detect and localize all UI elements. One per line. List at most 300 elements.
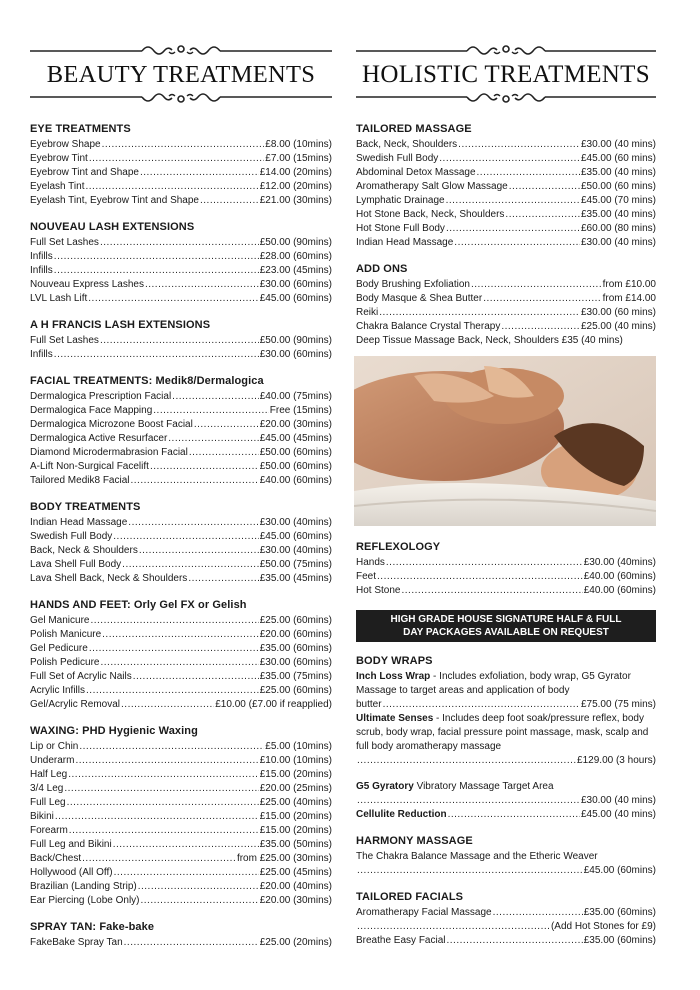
inch-loss-price: £75.00 (75 mins) xyxy=(580,699,656,710)
treatment-price: £40.00 (60mins) xyxy=(583,571,656,582)
leader-dots xyxy=(505,208,580,222)
price-row xyxy=(356,180,656,194)
treatment-price: £25.00 (45mins) xyxy=(259,867,332,878)
treatment-price: £10.00 (10mins) xyxy=(259,755,332,766)
treatment-price: £40.00 (60mins) xyxy=(259,475,332,486)
leader-dots xyxy=(67,796,259,810)
treatment-price: £30.00 (40 mins) xyxy=(580,139,656,150)
price-row xyxy=(30,866,332,880)
treatment-name: Lava Shell Back, Neck & Shoulders xyxy=(30,573,188,584)
treatment-name: Aromatherapy Salt Glow Massage xyxy=(356,181,508,192)
treatment-name: Hot Stone Back, Neck, Shoulders xyxy=(356,209,505,220)
treatment-price: £35.00 (50mins) xyxy=(259,839,332,850)
treatment-price: £25.00 (20mins) xyxy=(259,937,332,948)
price-row xyxy=(356,208,656,222)
cellulite-price: £45.00 (40 mins) xyxy=(580,809,656,820)
leader-dots xyxy=(100,236,259,250)
price-row xyxy=(30,432,332,446)
section-title: A H FRANCIS LASH EXTENSIONS xyxy=(30,319,211,331)
treatment-name: Gel Manicure xyxy=(30,615,90,626)
leader-dots xyxy=(54,264,259,278)
treatment-price: £5.00 (10mins) xyxy=(265,741,332,752)
treatment-name: Hot Stone Full Body xyxy=(356,223,445,234)
treatment-price: £7.00 (15mins) xyxy=(265,153,332,164)
price-row xyxy=(356,152,656,166)
leader-dots xyxy=(454,236,580,250)
treatment-name: Ear Piercing (Lobe Only) xyxy=(30,895,140,906)
beauty-section xyxy=(30,220,332,306)
inch-loss-desc xyxy=(356,670,656,698)
treatment-price: £30.00 (40mins) xyxy=(583,557,656,568)
treatment-name: Eyelash Tint xyxy=(30,181,85,192)
section-title: TAILORED FACIALS xyxy=(356,891,464,903)
leader-dots xyxy=(379,306,580,320)
leader-dots xyxy=(138,880,259,894)
treatment-name: Hollywood (All Off) xyxy=(30,867,113,878)
leader-dots xyxy=(100,334,259,348)
price-row xyxy=(356,138,656,152)
treatment-price: from £25.00 (30mins) xyxy=(236,853,332,864)
price-row xyxy=(30,138,332,152)
beauty-sections xyxy=(30,122,332,950)
flourish-bottom-icon xyxy=(356,90,656,108)
leader-dots xyxy=(477,166,580,180)
treatment-name: Reiki xyxy=(356,307,379,318)
leader-dots xyxy=(122,558,259,572)
holistic-sections xyxy=(356,122,656,948)
price-row xyxy=(30,194,332,208)
price-row xyxy=(30,152,332,166)
treatment-price: £45.00 (60 mins) xyxy=(580,153,656,164)
treatment-price: £12.00 (20mins) xyxy=(259,181,332,192)
treatment-name: Eyelash Tint, Eyebrow Tint and Shape xyxy=(30,195,199,206)
treatment-name: 3/4 Leg xyxy=(30,783,64,794)
leader-dots xyxy=(89,642,259,656)
g5-price: £30.00 (40 mins) xyxy=(580,795,656,806)
price-row xyxy=(30,180,332,194)
section-title: WAXING: PHD Hygienic Waxing xyxy=(30,725,198,737)
inch-loss-title: Inch Loss Wrap xyxy=(356,671,431,682)
treatment-price: £50.00 (60mins) xyxy=(259,461,332,472)
price-row xyxy=(356,292,656,306)
massage-photo xyxy=(354,356,656,526)
price-row xyxy=(30,404,332,418)
leader-dots xyxy=(401,584,582,598)
treatment-price: £21.00 (30mins) xyxy=(259,195,332,206)
price-row xyxy=(30,740,332,754)
beauty-section xyxy=(30,374,332,488)
leader-dots xyxy=(102,138,265,152)
treatment-name: Brazilian (Landing Strip) xyxy=(30,881,137,892)
banner-line-1: HIGH GRADE HOUSE SIGNATURE HALF & FULL xyxy=(390,614,622,625)
treatment-price: £20.00 (30mins) xyxy=(259,419,332,430)
section-title: HANDS AND FEET: Orly Gel FX or Gelish xyxy=(30,599,247,611)
treatment-name: Acrylic Infills xyxy=(30,685,86,696)
section-title: HARMONY MASSAGE xyxy=(356,835,473,847)
price-row xyxy=(30,768,332,782)
leader-dots xyxy=(133,670,259,684)
treatment-name: Eyebrow Tint xyxy=(30,153,88,164)
treatment-name: Full Set Lashes xyxy=(30,237,99,248)
holistic-title: HOLISTIC TREATMENTS xyxy=(362,61,650,88)
treatment-price: £30.00 (60mins) xyxy=(259,279,332,290)
section-title: EYE TREATMENTS xyxy=(30,123,131,135)
treatment-name: Feet xyxy=(356,571,377,582)
treatment-price: £15.00 (20mins) xyxy=(259,811,332,822)
treatment-price: £10.00 (£7.00 if reapplied) xyxy=(215,699,332,710)
treatment-price: from £10.00 xyxy=(602,279,656,290)
price-row xyxy=(356,808,656,822)
leader-dots xyxy=(458,138,580,152)
treatment-price: £35.00 (40 mins) xyxy=(580,167,656,178)
price-row xyxy=(30,558,332,572)
price-row xyxy=(30,264,332,278)
price-row xyxy=(356,320,656,334)
price-row xyxy=(30,656,332,670)
treatment-name: Lava Shell Full Body xyxy=(30,559,122,570)
leader-dots xyxy=(471,278,602,292)
beauty-section xyxy=(30,122,332,208)
leader-dots xyxy=(194,418,259,432)
leader-dots xyxy=(68,768,258,782)
add-ons-section xyxy=(356,262,656,348)
treatment-name: Gel/Acrylic Removal xyxy=(30,699,121,710)
treatment-price: £30.00 (60mins) xyxy=(259,657,332,668)
treatment-price: £45.00 (45mins) xyxy=(259,433,332,444)
price-row xyxy=(30,348,332,362)
treatment-name: Dermalogica Prescription Facial xyxy=(30,391,172,402)
price-row xyxy=(356,334,656,348)
treatment-name: Indian Head Massage xyxy=(30,517,128,528)
inch-loss-last: butter xyxy=(356,699,382,710)
leader-dots xyxy=(86,684,259,698)
section-title: BODY TREATMENTS xyxy=(30,501,141,513)
treatment-name: Infills xyxy=(30,349,53,360)
treatment-price: £50.00 (90mins) xyxy=(259,335,332,346)
treatment-name: Full Leg xyxy=(30,797,66,808)
leader-dots xyxy=(141,894,259,908)
treatment-price: £25.00 (40 mins) xyxy=(580,321,656,332)
price-row xyxy=(30,418,332,432)
price-row xyxy=(356,906,656,920)
treatment-price: £8.00 (10mins) xyxy=(265,139,332,150)
harmony-desc: The Chakra Balance Massage and the Etheric Weaver xyxy=(356,851,598,862)
price-row xyxy=(30,166,332,180)
treatment-name: Underarm xyxy=(30,755,75,766)
treatment-name: Infills xyxy=(30,265,53,276)
g5-title: G5 Gyratory xyxy=(356,781,414,792)
price-row xyxy=(30,460,332,474)
treatment-name: Abdominal Detox Massage xyxy=(356,167,476,178)
price-row xyxy=(30,390,332,404)
treatment-name: Lymphatic Drainage xyxy=(356,195,445,206)
treatment-name: Chakra Balance Crystal Therapy xyxy=(356,321,501,332)
leader-dots xyxy=(189,446,259,460)
treatment-name: Lip or Chin xyxy=(30,741,79,752)
leader-dots xyxy=(102,628,259,642)
leader-dots xyxy=(200,194,259,208)
treatment-price: £23.00 (45mins) xyxy=(259,265,332,276)
ultimate-senses-price: £129.00 (3 hours) xyxy=(577,755,656,766)
treatment-price: £30.00 (40 mins) xyxy=(580,237,656,248)
leader-dots xyxy=(139,544,259,558)
treatment-price: £50.00 (75mins) xyxy=(259,559,332,570)
treatment-price: £45.00 (60mins) xyxy=(259,531,332,542)
leader-dots xyxy=(114,866,259,880)
g5-section xyxy=(356,780,656,822)
price-row xyxy=(30,628,332,642)
g5-text: Vibratory Massage Target Area xyxy=(413,781,554,792)
treatment-price: £35.00 (40 mins) xyxy=(580,209,656,220)
price-row xyxy=(356,236,656,250)
leader-dots xyxy=(85,180,258,194)
beauty-section xyxy=(30,318,332,362)
facial-price: £35.00 (60mins) xyxy=(583,935,656,946)
price-row xyxy=(356,570,656,584)
treatment-price: £45.00 (70 mins) xyxy=(580,195,656,206)
treatment-name: Body Brushing Exfoliation xyxy=(356,279,470,290)
price-row xyxy=(30,894,332,908)
packages-banner xyxy=(356,610,656,642)
price-row xyxy=(30,250,332,264)
treatment-name: Full Leg and Bikini xyxy=(30,839,112,850)
leader-dots xyxy=(54,348,259,362)
treatment-name: Diamond Microdermabrasion Facial xyxy=(30,447,188,458)
leader-dots xyxy=(188,572,258,586)
cellulite-title: Cellulite Reduction xyxy=(356,809,447,820)
price-row xyxy=(30,796,332,810)
leader-dots xyxy=(150,460,259,474)
treatment-name: Back, Neck & Shoulders xyxy=(30,545,138,556)
treatment-price: £50.00 (90mins) xyxy=(259,237,332,248)
price-row xyxy=(30,670,332,684)
treatment-name: FakeBake Spray Tan xyxy=(30,937,123,948)
treatment-name: Polish Manicure xyxy=(30,629,102,640)
price-row xyxy=(356,934,656,948)
leader-dots xyxy=(88,292,258,306)
leader-dots xyxy=(446,222,580,236)
price-row xyxy=(356,698,656,712)
section-title: SPRAY TAN: Fake-bake xyxy=(30,921,155,933)
leader-dots xyxy=(79,740,264,754)
price-row xyxy=(356,194,656,208)
treatment-price: £50.00 (60 mins) xyxy=(580,181,656,192)
price-row xyxy=(30,824,332,838)
treatment-price: from £14.00 xyxy=(602,293,656,304)
price-row xyxy=(30,572,332,586)
treatment-price: £30.00 (40mins) xyxy=(259,517,332,528)
price-row xyxy=(30,446,332,460)
price-row xyxy=(356,306,656,320)
harmony-section xyxy=(356,834,656,878)
treatment-name: Dermalogica Active Resurfacer xyxy=(30,433,168,444)
section-title: FACIAL TREATMENTS: Medik8/Dermalogica xyxy=(30,375,264,387)
treatment-price: £50.00 (60mins) xyxy=(259,447,332,458)
price-row xyxy=(356,754,656,768)
treatment-price: £35.00 (60mins) xyxy=(259,643,332,654)
price-row xyxy=(356,584,656,598)
treatment-price: Free (15mins) xyxy=(269,405,332,416)
treatment-price: £20.00 (25mins) xyxy=(259,783,332,794)
price-row xyxy=(30,936,332,950)
treatment-price: £30.00 (40mins) xyxy=(259,545,332,556)
price-row xyxy=(30,516,332,530)
treatment-name: Dermalogica Microzone Boost Facial xyxy=(30,419,193,430)
leader-dots xyxy=(501,320,580,334)
treatment-price: £35.00 (45mins) xyxy=(259,573,332,584)
leader-dots xyxy=(64,782,258,796)
leader-dots xyxy=(140,166,259,180)
price-row xyxy=(356,166,656,180)
treatment-price: £15.00 (20mins) xyxy=(259,769,332,780)
price-row xyxy=(30,642,332,656)
leader-dots xyxy=(128,516,258,530)
leader-dots xyxy=(100,656,258,670)
treatment-name: Back/Chest xyxy=(30,853,82,864)
treatment-name: Dermalogica Face Mapping xyxy=(30,405,153,416)
treatment-name: A-Lift Non-Surgical Facelift xyxy=(30,461,149,472)
price-row xyxy=(30,810,332,824)
price-row xyxy=(30,698,332,712)
treatment-name: Infills xyxy=(30,251,53,262)
deep-tissue-line: Deep Tissue Massage Back, Neck, Shoulders £35 (40 mins) xyxy=(356,335,623,346)
treatment-name: Hands xyxy=(356,557,385,568)
treatment-price: £15.00 (20mins) xyxy=(259,825,332,836)
treatment-name: Swedish Full Body xyxy=(30,531,113,542)
ultimate-senses-title: Ultimate Senses xyxy=(356,713,434,724)
beauty-section xyxy=(30,598,332,712)
leader-dots xyxy=(75,754,258,768)
flourish-top-icon xyxy=(356,40,656,58)
treatment-price: £28.00 (60mins) xyxy=(259,251,332,262)
harmony-price: £45.00 (60mins) xyxy=(583,865,656,876)
beauty-section xyxy=(30,920,332,950)
section-title: ADD ONS xyxy=(356,263,408,275)
facial-name: Aromatherapy Facial Massage xyxy=(356,907,492,918)
leader-dots xyxy=(172,390,259,404)
leader-dots xyxy=(121,698,214,712)
treatment-price: £20.00 (30mins) xyxy=(259,895,332,906)
treatment-name: Half Leg xyxy=(30,769,68,780)
beauty-section xyxy=(30,724,332,908)
leader-dots xyxy=(153,404,268,418)
leader-dots xyxy=(89,152,264,166)
treatment-name: Gel Pedicure xyxy=(30,643,88,654)
treatment-price: £30.00 (60mins) xyxy=(259,349,332,360)
flourish-bottom-icon xyxy=(30,90,332,108)
price-row xyxy=(356,864,656,878)
leader-dots xyxy=(386,556,583,570)
treatment-name: LVL Lash Lift xyxy=(30,293,88,304)
price-row xyxy=(30,880,332,894)
leader-dots xyxy=(446,194,580,208)
treatment-name: Bikini xyxy=(30,811,54,822)
section-title: BODY WRAPS xyxy=(356,655,433,667)
treatment-price: £25.00 (40mins) xyxy=(259,797,332,808)
treatment-price: £60.00 (80 mins) xyxy=(580,223,656,234)
hot-stones-note: (Add Hot Stones for £9) xyxy=(550,921,656,932)
flourish-top-icon xyxy=(30,40,332,58)
treatment-price: £40.00 (75mins) xyxy=(259,391,332,402)
price-row xyxy=(30,614,332,628)
beauty-section xyxy=(30,500,332,586)
treatment-price: £25.00 (60mins) xyxy=(259,615,332,626)
section-title: REFLEXOLOGY xyxy=(356,541,441,553)
treatment-name: Full Set of Acrylic Nails xyxy=(30,671,132,682)
facial-price: £35.00 (60mins) xyxy=(583,907,656,918)
treatment-name: Body Masque & Shea Butter xyxy=(356,293,483,304)
leader-dots xyxy=(439,152,580,166)
treatment-name: Nouveau Express Lashes xyxy=(30,279,144,290)
treatment-name: Tailored Medik8 Facial xyxy=(30,475,130,486)
beauty-title: BEAUTY TREATMENTS xyxy=(46,61,316,88)
treatment-price: £35.00 (75mins) xyxy=(259,671,332,682)
price-row xyxy=(30,782,332,796)
price-row xyxy=(30,852,332,866)
section-title: NOUVEAU LASH EXTENSIONS xyxy=(30,221,195,233)
price-row xyxy=(30,278,332,292)
beauty-column xyxy=(30,40,332,962)
ultimate-senses-text: - Includes deep foot soak/pressure reflex, body scrub, body wrap, facial pressure point massage, mask, scalp and full body aromatherapy massage xyxy=(356,713,649,752)
leader-dots xyxy=(377,570,583,584)
leader-dots xyxy=(54,250,259,264)
price-row xyxy=(356,278,656,292)
price-row xyxy=(356,222,656,236)
treatment-name: Eyebrow Tint and Shape xyxy=(30,167,139,178)
treatment-price: £25.00 (60mins) xyxy=(259,685,332,696)
treatment-price: £20.00 (60mins) xyxy=(259,629,332,640)
treatment-name: Forearm xyxy=(30,825,68,836)
treatment-name: Back, Neck, Shoulders xyxy=(356,139,458,150)
leader-dots xyxy=(124,936,259,950)
treatment-name: Eyebrow Shape xyxy=(30,139,101,150)
treatment-name: Indian Head Massage xyxy=(356,237,454,248)
banner-line-2: DAY PACKAGES AVAILABLE ON REQUEST xyxy=(403,627,609,638)
leader-dots xyxy=(131,474,259,488)
section-title: TAILORED MASSAGE xyxy=(356,123,472,135)
treatment-price: £45.00 (60mins) xyxy=(259,293,332,304)
treatment-name: Swedish Full Body xyxy=(356,153,439,164)
treatment-name: Full Set Lashes xyxy=(30,335,99,346)
treatment-name: Polish Pedicure xyxy=(30,657,100,668)
leader-dots xyxy=(82,852,236,866)
leader-dots xyxy=(483,292,601,306)
inch-loss-text: - Includes exfoliation, body wrap, G5 Gyrator Massage to target areas and application of body xyxy=(356,671,631,696)
facial-name: Breathe Easy Facial xyxy=(356,935,446,946)
leader-dots xyxy=(69,824,259,838)
treatment-price: £14.00 (20mins) xyxy=(259,167,332,178)
tailored-massage-section xyxy=(356,122,656,250)
leader-dots xyxy=(509,180,580,194)
facials-section xyxy=(356,890,656,948)
price-row xyxy=(30,334,332,348)
g5-desc xyxy=(356,780,656,794)
price-row xyxy=(356,556,656,570)
treatment-price: £20.00 (40mins) xyxy=(259,881,332,892)
leader-dots xyxy=(90,614,258,628)
price-row xyxy=(356,920,656,934)
price-row xyxy=(30,754,332,768)
price-row xyxy=(30,292,332,306)
treatment-price: £40.00 (60mins) xyxy=(583,585,656,596)
price-row xyxy=(30,544,332,558)
ultimate-senses-desc xyxy=(356,712,656,754)
leader-dots xyxy=(55,810,259,824)
body-wraps-section xyxy=(356,654,656,768)
reflexology-section xyxy=(356,540,656,598)
leader-dots xyxy=(113,838,259,852)
price-row xyxy=(30,838,332,852)
